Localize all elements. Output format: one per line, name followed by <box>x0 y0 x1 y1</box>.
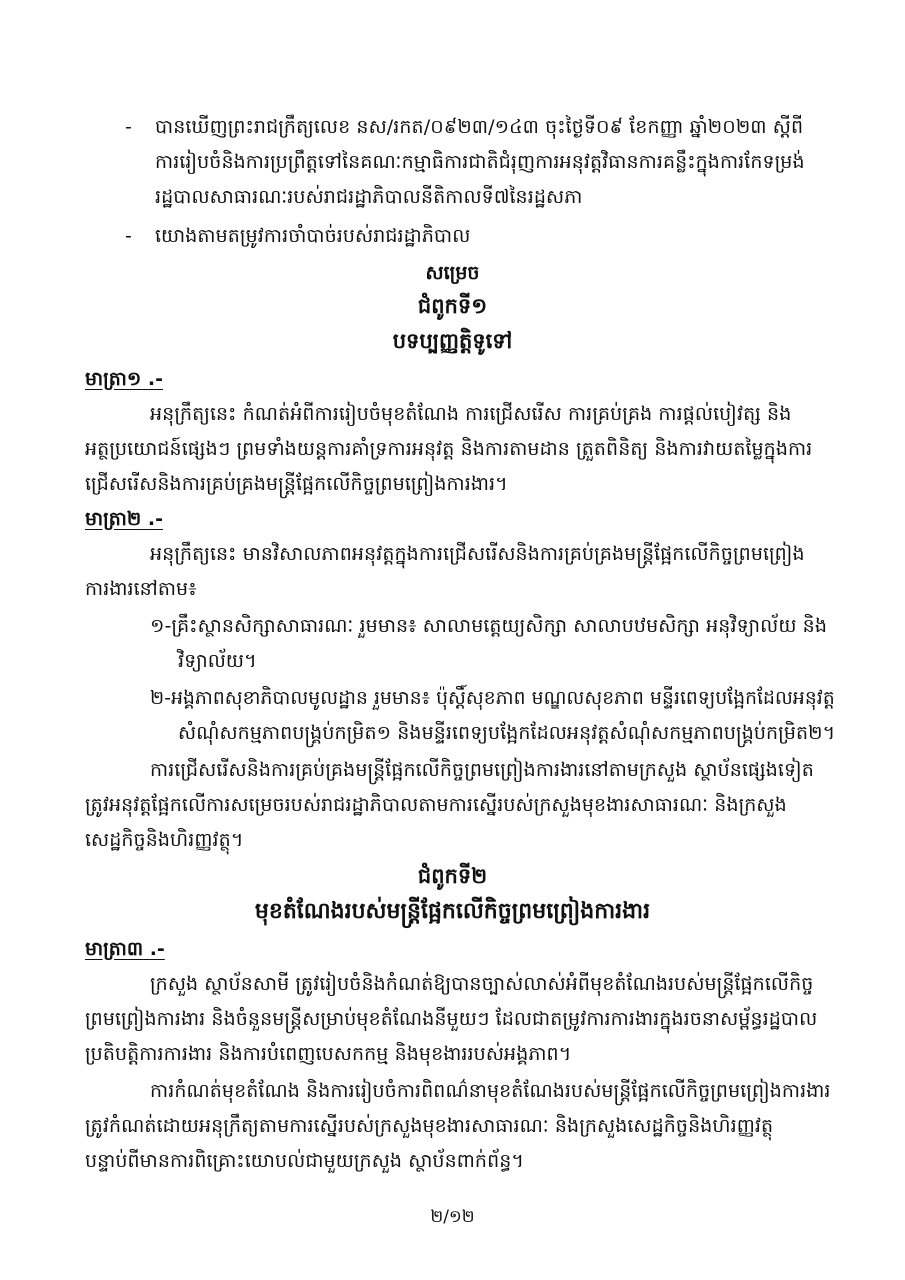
article-3-para-2-line-1: ការកំណត់មុខតំណែង និងការរៀបចំការពិពណ៌នាមុខតំណែងរបស់មន្ត្រីផ្អែកលើកិច្ចព្រមព្រៀងការងារ <box>150 1080 831 1102</box>
bullet-marker: - <box>125 225 132 247</box>
article-1-line-2: អត្ថប្រយោជន៍ផ្សេងៗ ព្រមទាំងយន្តការគាំទ្រការអនុវត្ត និងការតាមដាន ត្រួតពិនិត្យ និងការវាយតម្លៃក្នុងការ <box>85 438 813 460</box>
bullet-1-line-1: បានឃើញព្រះរាជក្រឹត្យលេខ នស/រកត/០៩២៣/១៤៣ ចុះថ្ងៃទី០៩ ខែកញ្ញា ឆ្នាំ២០២៣ ស្តីពី <box>155 116 804 138</box>
decision-heading: សម្រេច <box>425 262 480 284</box>
bullet-1-line-3: រដ្ឋបាលសាធារណៈរបស់រាជរដ្ឋាភិបាលនីតិកាលទី៧នៃរដ្ឋសភា <box>155 186 583 208</box>
bullet-2-line-1: យោងតាមតម្រូវការចាំបាច់របស់រាជរដ្ឋាភិបាល <box>155 225 471 247</box>
article-1-separator: .- <box>147 368 163 390</box>
article-2-label-text: មាត្រា២ <box>85 508 142 530</box>
article-3-para-1-line-1: ក្រសួង ស្ថាប័នសាមី ត្រូវរៀបចំនិងកំណត់ឱ្យបានច្បាស់លាស់អំពីមុខតំណែងរបស់មន្ត្រីផ្អែកលើកិច្ច <box>150 973 814 995</box>
article-3-separator: .- <box>149 938 165 960</box>
article-2-item-1-line-2: វិទ្យាល័យ។ <box>178 650 257 672</box>
bullet-marker: - <box>125 116 132 138</box>
article-2-item-2-line-2: សំណុំសកម្មភាពបង្គ្រប់កម្រិត១ និងមន្ទីរពេទ្យបង្អែកដែលអនុវត្តសំណុំសកម្មភាពបង្គ្រប់កម្រិត២។ <box>178 722 836 744</box>
article-2-item-2-line-1: ២-អង្គភាពសុខាភិបាលមូលដ្ឋាន រួមមាន៖ ប៉ុស្តិ៍សុខភាព មណ្ឌលសុខភាព មន្ទីរពេទ្យបង្អែកដែលអនុវត្ត <box>150 687 835 709</box>
article-2-item-1-line-1: ១-គ្រឹះស្ថានសិក្សាសាធារណៈ រួមមាន៖ សាលាមត្តេយ្យសិក្សា សាលាបឋមសិក្សា អនុវិទ្យាល័យ និង <box>150 615 827 637</box>
article-2-line-2: ការងារនៅតាម៖ <box>85 578 197 600</box>
article-3-para-1-line-3: ប្រតិបត្តិការការងារ និងការបំពេញបេសកកម្ម និងមុខងាររបស់អង្គភាព។ <box>85 1043 572 1065</box>
article-1-line-3: ជ្រើសរើសនិងការគ្រប់គ្រងមន្ត្រីផ្អែកលើកិច្ចព្រមព្រៀងការងារ។ <box>85 473 508 495</box>
chapter-1-number: ជំពូកទី១ <box>417 294 488 318</box>
article-3-label <box>85 936 165 962</box>
article-3-para-1-line-2: ព្រមព្រៀងការងារ និងចំនួនមន្ត្រីសម្រាប់មុខតំណែងនីមួយៗ ដែលជាតម្រូវការការងារក្នុងរចនាសម្ព័ន្ធរដ្ឋបាល <box>85 1008 818 1030</box>
article-2-separator: .- <box>147 508 163 530</box>
bullet-1-line-2: ការរៀបចំនិងការប្រព្រឹត្តទៅនៃគណៈកម្មាធិការជាតិជំរុញការអនុវត្តវិធានការគន្លឹះក្នុងការកែទម្រង់ <box>155 151 805 173</box>
article-1-label <box>85 366 163 392</box>
article-1-label-text: មាត្រា១ <box>85 368 142 390</box>
article-2-closing-line-2: ត្រូវអនុវត្តផ្អែកលើការសម្រេចរបស់រាជរដ្ឋាភិបាលតាមការស្នើរបស់ក្រសួងមុខងារសាធារណៈ និងក្រសួង <box>85 794 787 816</box>
article-3-label-text: មាត្រា៣ <box>85 938 144 960</box>
article-2-label <box>85 506 163 532</box>
chapter-2-number: ជំពូកទី២ <box>417 864 488 888</box>
chapter-2-title: មុខតំណែងរបស់មន្ត្រីផ្អែកលើកិច្ចព្រមព្រៀងការងារ <box>254 899 651 924</box>
page-number: ២/១២ <box>430 1207 475 1227</box>
article-2-closing-line-3: សេដ្ឋកិច្ចនិងហិរញ្ញវត្ថុ។ <box>85 829 244 851</box>
article-1-line-1: អនុក្រឹត្យនេះ កំណត់អំពីការរៀបចំមុខតំណែង ការជ្រើសរើស ការគ្រប់គ្រង ការផ្តល់បៀវត្ស និង <box>150 403 792 425</box>
article-3-para-2-line-3: បន្ទាប់ពីមានការពិគ្រោះយោបល់ជាមួយក្រសួង ស្ថាប័នពាក់ព័ន្ធ។ <box>85 1150 525 1172</box>
article-3-para-2-line-2: ត្រូវកំណត់ដោយអនុក្រឹត្យតាមការស្នើរបស់ក្រសួងមុខងារសាធារណៈ និងក្រសួងសេដ្ឋកិច្ចនិងហិរញ្ញវត្ថុ <box>85 1115 774 1137</box>
chapter-1-title: បទប្បញ្ញត្តិទូទៅ <box>392 329 513 353</box>
article-2-line-1: អនុក្រឹត្យនេះ មានវិសាលភាពអនុវត្តក្នុងការជ្រើសរើសនិងការគ្រប់គ្រងមន្ត្រីផ្អែកលើកិច្ចព្រមព្រៀង <box>150 543 805 565</box>
article-2-closing-line-1: ការជ្រើសរើសនិងការគ្រប់គ្រងមន្ត្រីផ្អែកលើកិច្ចព្រមព្រៀងការងារនៅតាមក្រសួង ស្ថាប័នផ្សេងទៀត <box>150 759 814 781</box>
